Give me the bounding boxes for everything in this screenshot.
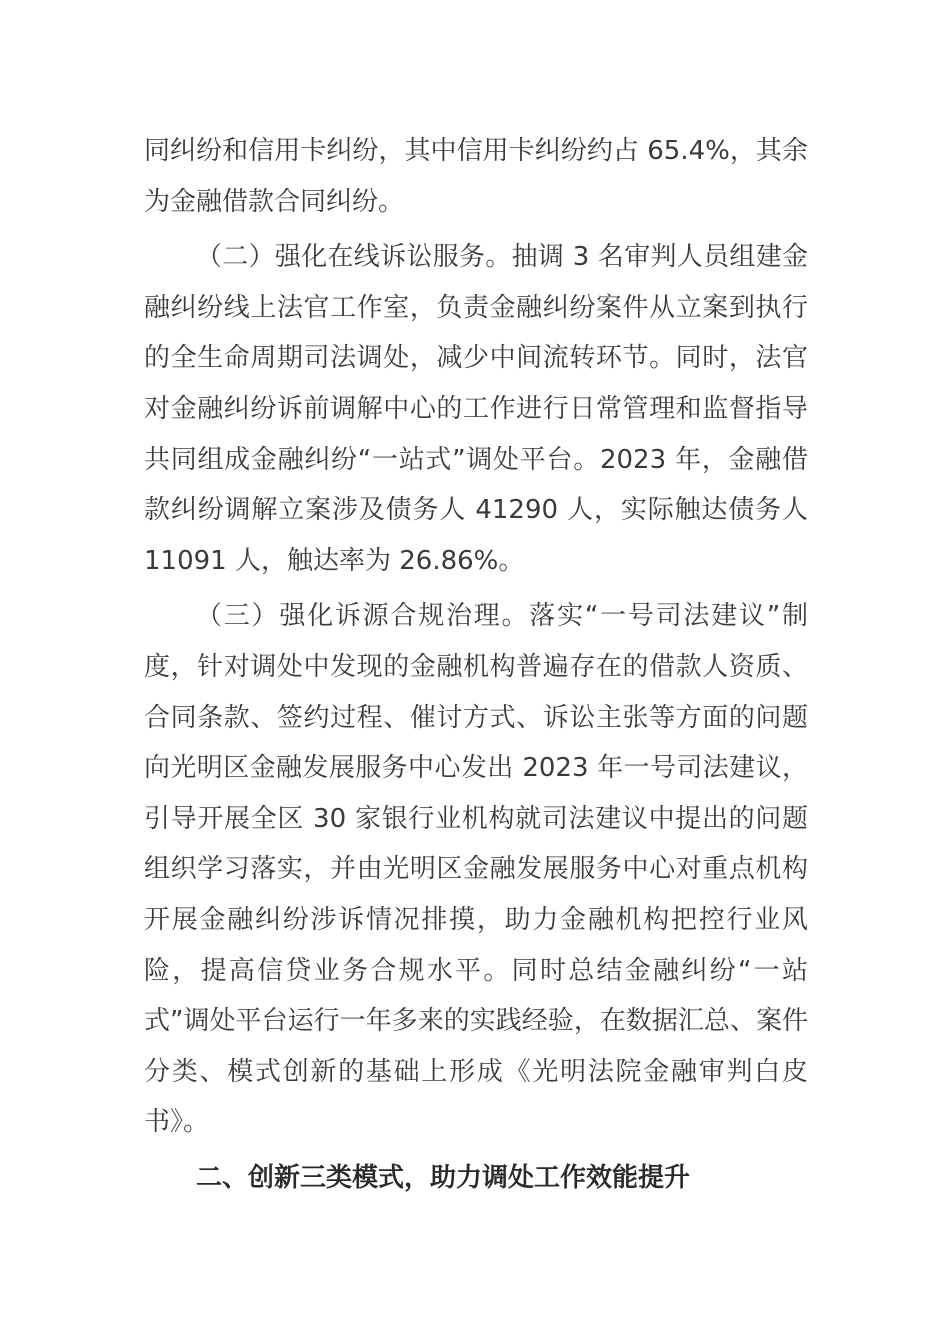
section-heading: 二、创新三类模式，助力调处工作效能提升 <box>196 1162 691 1193</box>
paragraph-online-litigation: （二）强化在线诉讼服务。抽调 3 名审判人员组建金融纠纷线上法官工作室，负责金融纠纷案件从立案到执行的全生命周期司法调处，减少中间流转环节。同时，法官对金融纠纷诉前调解中心的工作进行日常管理和监督指导共同组成金融纠纷“一站式”调处平台。2023 年，金融借款纠纷调解立案涉及债务人 41290 人，实际触达债务人 11091 人，触达率为 26.86%。 <box>144 242 808 576</box>
paragraph-continued: 同纠纷和信用卡纠纷，其中信用卡纠纷约占 65.4%，其余为金融借款合同纠纷。 <box>144 136 808 217</box>
paragraph-compliance-governance: （三）强化诉源合规治理。落实“一号司法建议”制度，针对调处中发现的金融机构普遍存在的借款人资质、合同条款、签约过程、催讨方式、诉讼主张等方面的问题向光明区金融发展服务中心发出 2023 年一号司法建议，引导开展全区 30 家银行业机构就司法建议中提出的问题组织学习落实，并由光明区金融发展服务中心对重点机构开展金融纠纷涉诉情况排摸，助力金融机构把控行业风险，提高信贷业务合规水平。同时总结金融纠纷“一站式”调处平台运行一年多来的实践经验，在数据汇总、案件分类、模式创新的基础上形成《光明法院金融审判白皮书》。 <box>144 601 808 1138</box>
document-body <box>144 126 808 1203</box>
